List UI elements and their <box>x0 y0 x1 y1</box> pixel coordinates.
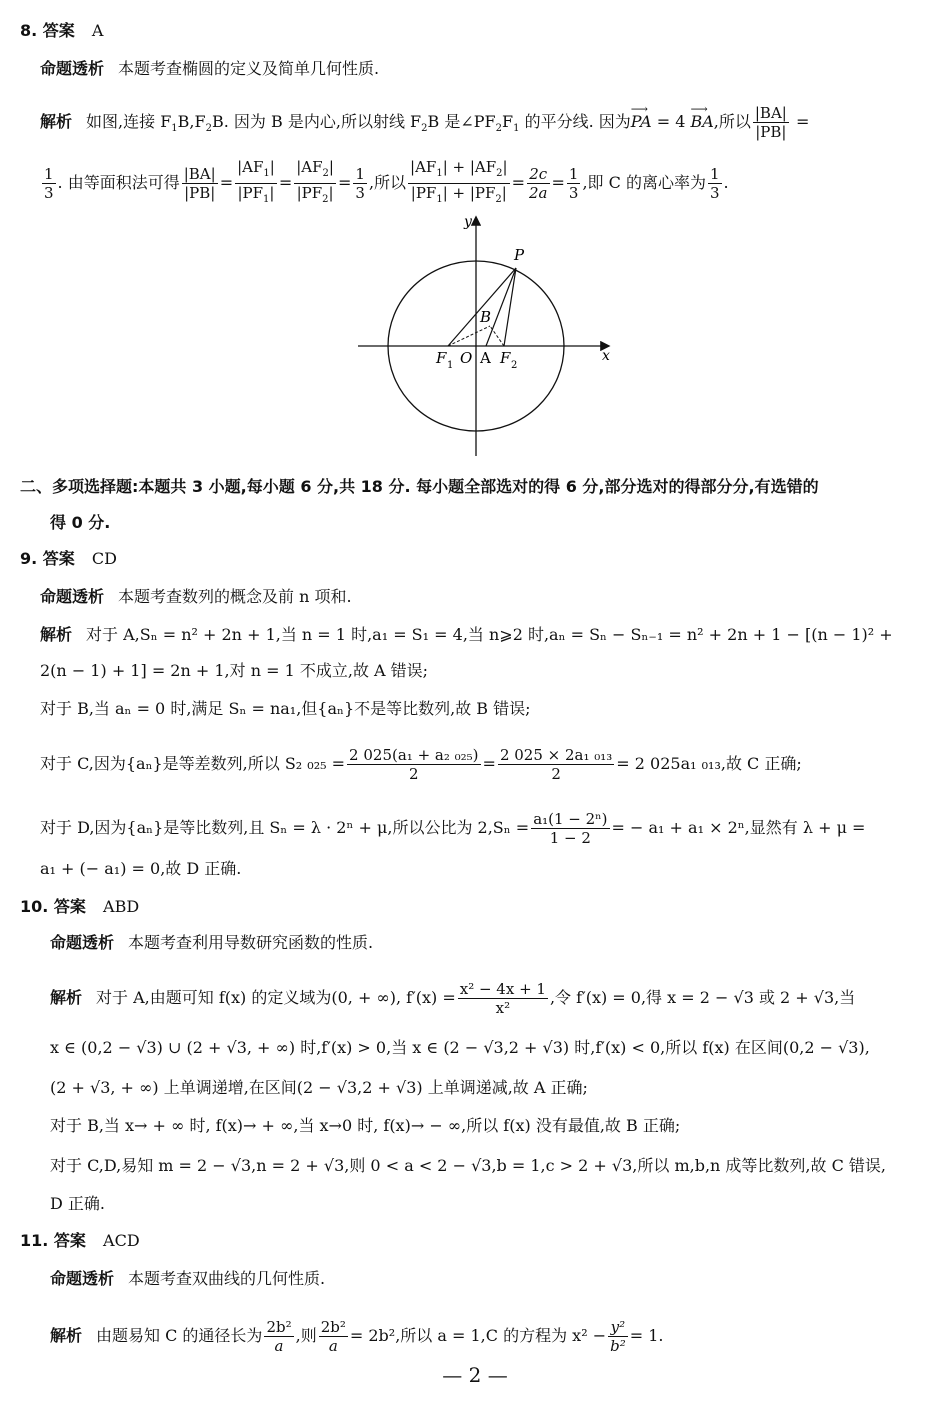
point-a-label: A <box>480 349 491 367</box>
q11-analysis-label: 解析 <box>50 1326 83 1345</box>
q10-analysis-line6: D 正确. <box>50 1194 106 1213</box>
q9-text: 对于 D,因为{aₙ}是等比数列,且 Sₙ = λ · 2ⁿ + μ,所以公比为 2,Sₙ = <box>40 818 530 837</box>
fraction <box>531 810 609 847</box>
q10-analysis-line4: 对于 B,当 x→ + ∞ 时, f(x)→ + ∞,当 x→0 时, f(x)→ − ∞,所以 f(x) 没有最值,故 B 正确; <box>50 1116 681 1135</box>
q9-analysis-line4 <box>40 746 802 783</box>
fraction-num: 2 025 × 2a₁ ₀₁₃ <box>499 746 613 764</box>
fraction <box>353 165 367 202</box>
fraction-num: 1 <box>568 165 579 183</box>
vector-pa-label: PA <box>630 112 652 131</box>
fraction <box>319 1318 348 1355</box>
fraction-den: | <box>501 184 507 202</box>
q11-answer: ACD <box>103 1231 140 1250</box>
q8-text: = 4 <box>651 112 691 131</box>
q10-analysis-line1 <box>50 980 855 1017</box>
fraction-num: |AF <box>296 158 323 176</box>
q10-intent <box>50 932 373 954</box>
fraction-den: |PB| <box>184 184 216 202</box>
fraction-den: 2a <box>529 184 548 202</box>
q11-analysis-line1 <box>50 1318 664 1355</box>
q10-text: 对于 A,由题可知 f(x) 的定义域为(0, + ∞), f′(x) = <box>96 988 456 1007</box>
fraction-den: 2 <box>409 765 419 783</box>
q8-text: = <box>795 112 810 131</box>
segment-f2-b <box>490 326 504 346</box>
q9-analysis-line3: 对于 B,当 aₙ = 0 时,满足 Sₙ = na₁,但{aₙ}不是等比数列,故 B 错误; <box>40 699 531 718</box>
q8-text: . <box>723 173 729 192</box>
q9-text: = <box>482 754 496 773</box>
fraction-num: 2b² <box>320 1318 346 1336</box>
fraction-num: 2b² <box>266 1318 292 1336</box>
fraction-den: |PF <box>296 184 323 202</box>
fraction-den: b² <box>610 1337 626 1355</box>
segment-a-p <box>486 268 516 346</box>
vector-pa: ⟶ PA <box>630 102 652 131</box>
q8-text: ,所以 <box>713 112 751 131</box>
fraction-num: a₁(1 − 2ⁿ) <box>533 810 608 828</box>
q9-text: 对于 A,Sₙ = n² + 2n + 1,当 n = 1 时,a₁ = S₁ = 4,当 n⩾2 时,aₙ = Sₙ − Sₙ₋₁ = n² + 2n + 1 − [(n − 1)² + <box>86 625 893 644</box>
q9-analysis-line2: 2(n − 1) + 1] = 2n + 1,对 n = 1 不成立,故 A 错误; <box>40 661 429 680</box>
q8-analysis-label: 解析 <box>40 112 73 131</box>
q8-text: F <box>502 112 514 131</box>
fraction-den: 1 − 2 <box>549 829 591 847</box>
q8-analysis-line2: $\frac{1}{3}$ . 由等面积法可得 $\frac{|BA|}{|PB|}$ = $\frac{|AF_1|}{|PF_1|}$ = $\frac{|AF_2|}{|PF_2|}$ = $\frac{1}{3}$ ,所以 $\frac{|AF_1| + |AF_2|}{|PF_1| + |PF_2|}$ = $\frac{2c}{2a}$ = $\frac{1}{3}$ ,即 C 的离心率为 $\frac{1}{3}$ . <box>40 158 729 209</box>
point-p-label: P <box>514 246 525 264</box>
q9-analysis-label: 解析 <box>40 625 73 644</box>
q10-intent-text: 本题考查利用导数研究函数的性质. <box>128 933 374 952</box>
q9-analysis-line1 <box>40 624 893 646</box>
fraction <box>527 165 550 202</box>
q9-intent-text: 本题考查数列的概念及前 n 项和. <box>118 587 352 606</box>
fraction-num: |BA| <box>754 104 787 122</box>
x-axis-label: x <box>602 348 610 364</box>
q11-intent <box>50 1268 325 1290</box>
fraction-num: | <box>328 158 334 176</box>
fraction-den: | + |PF <box>442 184 496 202</box>
q9-analysis-line6: a₁ + (− a₁) = 0,故 D 正确. <box>40 859 242 878</box>
q10-header <box>20 896 139 918</box>
q10-number: 10. 答案 <box>20 897 86 916</box>
fraction <box>347 746 480 783</box>
q8-text: ,即 C 的离心率为 <box>582 173 706 192</box>
fraction <box>608 1318 628 1355</box>
q8-answer: A <box>91 21 104 40</box>
fraction-den: |PF <box>410 184 437 202</box>
fraction: $\frac{|AF_2|}{|PF_2|}$ <box>296 158 334 205</box>
point-f2-label: F <box>500 349 511 367</box>
fraction-num: | + |AF <box>442 158 497 176</box>
fraction <box>567 165 581 202</box>
fraction-den: a <box>274 1337 284 1355</box>
fraction-num: x² − 4x + 1 <box>459 980 546 998</box>
fraction-den: a <box>328 1337 338 1355</box>
point-b-label: B <box>480 308 492 326</box>
q8-text: ,所以 <box>368 173 407 192</box>
q8-text: B 是∠PF <box>427 112 496 131</box>
q10-text: ,令 f′(x) = 0,得 x = 2 − √3 或 2 + √3,当 <box>549 988 856 1007</box>
q11-text: 由题易知 C 的通径长为 <box>96 1326 263 1345</box>
fraction-num: 1 <box>44 165 54 183</box>
q8-text: B,F <box>177 112 206 131</box>
fraction-den: |PF <box>237 184 264 202</box>
section2-title: 二、多项选择题:本题共 3 小题,每小题 6 分,共 18 分. 每小题全部选对的得 6 分,部分选对的得部分分,有选错的 <box>20 477 819 496</box>
fraction-num: 1 <box>355 165 365 183</box>
q8-intent <box>40 58 379 80</box>
q8-text: B. 因为 B 是内心,所以射线 F <box>212 112 422 131</box>
q9-intent <box>40 586 352 608</box>
q11-number: 11. 答案 <box>20 1231 86 1250</box>
fraction-den: 3 <box>568 184 579 202</box>
fraction-num: |AF <box>237 158 264 176</box>
fraction-num: y² <box>608 1318 628 1337</box>
q11-text: = 1. <box>629 1326 664 1345</box>
fraction-den: 3 <box>355 184 365 202</box>
q8-analysis-line1: 解析 如图,连接 $F_1B,F_2B$. 因为 B 是内心,所以射线 $F_2B$ 是$\angle PF_2F_1$ 的平分线. 因为 ⟶ PA = 4 ⟶ BA,所以 $\frac{|BA|}{|PB|}$ = <box>40 102 810 141</box>
fraction-den: |PB| <box>755 123 787 141</box>
fraction-num: |BA| <box>183 165 216 183</box>
q10-intent-label: 命题透析 <box>50 933 115 952</box>
fraction: $\frac{|AF_1| + |AF_2|}{|PF_1| + |PF_2|}$ <box>410 158 508 205</box>
q11-text: = 2b²,所以 a = 1,C 的方程为 x² − <box>349 1326 607 1345</box>
section2-cont: 得 0 分. <box>50 513 111 532</box>
point-f1-sub: 1 <box>447 360 454 371</box>
q9-text: = 2 025a₁ ₀₁₃,故 C 正确; <box>616 754 802 773</box>
q11-text: ,则 <box>295 1326 317 1345</box>
q10-answer: ABD <box>103 897 140 916</box>
q8-text: 如图,连接 F <box>86 112 172 131</box>
q10-analysis-line2: x ∈ (0,2 − √3) ∪ (2 + √3, + ∞) 时,f′(x) > 0,当 x ∈ (2 − √3,2 + √3) 时,f′(x) < 0,所以 f(x) 在区间(0,2 − √3), <box>50 1038 870 1057</box>
q8-text: . 由等面积法可得 <box>57 173 180 192</box>
fraction-den: | <box>269 184 275 202</box>
ellipse-figure <box>350 210 620 460</box>
fraction: $\frac{|AF_1|}{|PF_1|}$ <box>237 158 275 205</box>
fraction <box>753 104 789 141</box>
q10-analysis-line3: (2 + √3, + ∞) 上单调递增,在区间(2 − √3,2 + √3) 上单调递减,故 A 正确; <box>50 1078 588 1097</box>
q8-header <box>20 20 103 42</box>
point-f2-sub: 2 <box>511 360 518 371</box>
q8-text: 的平分线. 因为 <box>519 112 631 131</box>
fraction <box>458 980 548 1017</box>
fraction-num: 1 <box>709 165 720 183</box>
fraction-num: 2 025(a₁ + a₂ ₀₂₅) <box>349 746 479 764</box>
y-axis-label: y <box>464 214 472 230</box>
fraction <box>498 746 614 783</box>
fraction <box>264 1318 293 1355</box>
q8-intent-label: 命题透析 <box>40 59 105 78</box>
q10-analysis-line5: 对于 C,D,易知 m = 2 − √3,n = 2 + √3,则 0 < a < 2 − √3,b = 1,c > 2 + √3,所以 m,b,n 成等比数列,故 C 错误, <box>50 1156 887 1175</box>
fraction-den: | <box>328 184 334 202</box>
q11-header <box>20 1230 140 1252</box>
page-number: — 2 — <box>442 1363 508 1387</box>
fraction-num: | <box>269 158 275 176</box>
point-f1-label: F <box>436 349 447 367</box>
fraction-num: | <box>502 158 508 176</box>
vector-ba-label: BA <box>690 112 714 131</box>
q9-text: 对于 C,因为{aₙ}是等差数列,所以 S₂ ₀₂₅ = <box>40 754 346 773</box>
vector-ba: ⟶ BA <box>690 102 714 131</box>
q11-intent-text: 本题考查双曲线的几何性质. <box>128 1269 326 1288</box>
q11-intent-label: 命题透析 <box>50 1269 115 1288</box>
q9-text: = − a₁ + a₁ × 2ⁿ,显然有 λ + μ = <box>611 818 866 837</box>
fraction-den: 3 <box>709 184 720 202</box>
q8-intent-text: 本题考查椭圆的定义及简单几何性质. <box>118 59 380 78</box>
q9-intent-label: 命题透析 <box>40 587 105 606</box>
fraction-den: 3 <box>44 184 54 202</box>
q9-answer: CD <box>91 549 117 568</box>
fraction <box>708 165 722 202</box>
origin-label: O <box>460 349 473 367</box>
fraction-den: x² <box>495 999 511 1017</box>
fraction-num: 2c <box>527 165 550 184</box>
q9-number: 9. 答案 <box>20 549 75 568</box>
segment-f1-b <box>448 326 490 346</box>
q8-number: 8. 答案 <box>20 21 75 40</box>
q9-header <box>20 548 117 570</box>
q9-analysis-line5 <box>40 810 865 847</box>
fraction-den: 2 <box>551 765 561 783</box>
fraction <box>42 165 56 202</box>
fraction-num: |AF <box>410 158 437 176</box>
fraction <box>182 165 218 202</box>
q10-analysis-label: 解析 <box>50 988 83 1007</box>
